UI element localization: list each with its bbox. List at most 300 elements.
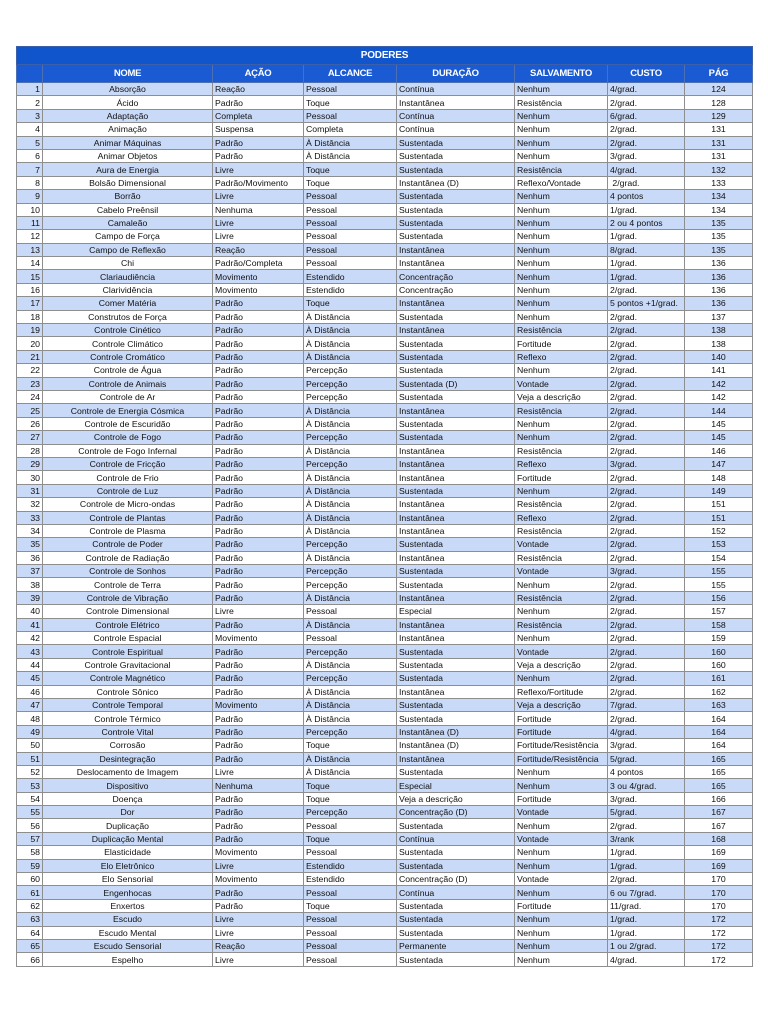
page: 160 [685, 658, 753, 671]
page: 165 [685, 752, 753, 765]
table-row [17, 149, 753, 162]
row-number: 60 [17, 873, 43, 886]
row-number: 62 [17, 899, 43, 912]
power-name: Controle Gravitacional [43, 658, 213, 671]
power-name: Doença [43, 792, 213, 805]
table-row [17, 672, 753, 685]
table-row [17, 136, 753, 149]
page: 155 [685, 565, 753, 578]
range: Pessoal [304, 913, 397, 926]
action: Padrão [213, 832, 304, 845]
page: 172 [685, 913, 753, 926]
range: À Distância [304, 310, 397, 323]
table-row [17, 645, 753, 658]
action: Livre [213, 953, 304, 966]
duration: Sustentada [397, 538, 515, 551]
save: Nenhum [515, 83, 608, 96]
page: 140 [685, 350, 753, 363]
table-row [17, 712, 753, 725]
save: Vontade [515, 538, 608, 551]
page: 165 [685, 765, 753, 778]
row-number: 42 [17, 632, 43, 645]
table-row [17, 725, 753, 738]
table-row [17, 752, 753, 765]
save: Nenhum [515, 926, 608, 939]
save: Resistência [515, 404, 608, 417]
action: Padrão [213, 96, 304, 109]
power-name: Absorção [43, 83, 213, 96]
row-number: 65 [17, 940, 43, 953]
table-row [17, 832, 753, 845]
page: 170 [685, 899, 753, 912]
page: 151 [685, 498, 753, 511]
header-row-number [17, 65, 43, 83]
cost: 11/grad. [608, 899, 685, 912]
duration: Sustentada [397, 136, 515, 149]
range: Pessoal [304, 819, 397, 832]
power-name: Borrão [43, 190, 213, 203]
range: Percepção [304, 672, 397, 685]
range: Toque [304, 96, 397, 109]
row-number: 52 [17, 765, 43, 778]
table-row [17, 698, 753, 711]
page: 124 [685, 83, 753, 96]
action: Padrão [213, 618, 304, 631]
range: Percepção [304, 725, 397, 738]
power-name: Controle de Luz [43, 484, 213, 497]
duration: Sustentada [397, 859, 515, 872]
page: 136 [685, 297, 753, 310]
cost: 3/grad. [608, 149, 685, 162]
save: Nenhum [515, 846, 608, 859]
range: Completa [304, 123, 397, 136]
range: À Distância [304, 524, 397, 537]
power-name: Controle de Micro-ondas [43, 498, 213, 511]
save: Nenhum [515, 283, 608, 296]
cost: 1/grad. [608, 270, 685, 283]
power-name: Bolsão Dimensional [43, 176, 213, 189]
action: Padrão/Movimento [213, 176, 304, 189]
duration: Instantânea [397, 752, 515, 765]
duration: Instantânea [397, 511, 515, 524]
range: Pessoal [304, 83, 397, 96]
table-row [17, 444, 753, 457]
duration: Instantânea [397, 632, 515, 645]
cost: 3/grad. [608, 565, 685, 578]
range: Percepção [304, 565, 397, 578]
table-row [17, 457, 753, 470]
action: Nenhuma [213, 203, 304, 216]
power-name: Adaptação [43, 109, 213, 122]
action: Completa [213, 109, 304, 122]
row-number: 61 [17, 886, 43, 899]
save: Nenhum [515, 672, 608, 685]
table-row [17, 257, 753, 270]
action: Padrão [213, 511, 304, 524]
save: Nenhum [515, 859, 608, 872]
power-name: Elo Sensorial [43, 873, 213, 886]
action: Suspensa [213, 123, 304, 136]
table-row [17, 685, 753, 698]
power-name: Controle de Sonhos [43, 565, 213, 578]
table-row [17, 819, 753, 832]
power-name: Animação [43, 123, 213, 136]
page: 145 [685, 431, 753, 444]
table-row [17, 511, 753, 524]
cost: 1/grad. [608, 846, 685, 859]
save: Nenhum [515, 136, 608, 149]
duration: Concentração [397, 270, 515, 283]
cost: 1/grad. [608, 926, 685, 939]
action: Livre [213, 913, 304, 926]
cost: 2/grad. [608, 390, 685, 403]
row-number: 66 [17, 953, 43, 966]
action: Padrão [213, 377, 304, 390]
save: Resistência [515, 618, 608, 631]
page: 135 [685, 243, 753, 256]
range: Percepção [304, 457, 397, 470]
range: À Distância [304, 498, 397, 511]
table-row [17, 96, 753, 109]
cost: 2/grad. [608, 873, 685, 886]
cost: 2/grad. [608, 484, 685, 497]
table-row [17, 297, 753, 310]
cost: 2/grad. [608, 712, 685, 725]
power-name: Controle de Radiação [43, 551, 213, 564]
save: Veja a descrição [515, 390, 608, 403]
range: À Distância [304, 658, 397, 671]
row-number: 27 [17, 431, 43, 444]
power-name: Chi [43, 257, 213, 270]
range: Percepção [304, 806, 397, 819]
cost: 2/grad. [608, 591, 685, 604]
action: Reação [213, 243, 304, 256]
save: Nenhum [515, 270, 608, 283]
power-name: Cabelo Preênsil [43, 203, 213, 216]
action: Padrão [213, 658, 304, 671]
page: 164 [685, 725, 753, 738]
action: Padrão [213, 457, 304, 470]
duration: Sustentada [397, 149, 515, 162]
row-number: 24 [17, 390, 43, 403]
range: À Distância [304, 471, 397, 484]
page: 169 [685, 846, 753, 859]
duration: Instantânea [397, 471, 515, 484]
action: Padrão [213, 404, 304, 417]
cost: 2/grad. [608, 524, 685, 537]
save: Vontade [515, 565, 608, 578]
cost: 4 pontos [608, 765, 685, 778]
duration: Contínua [397, 83, 515, 96]
duration: Instantânea [397, 551, 515, 564]
range: Toque [304, 176, 397, 189]
row-number: 29 [17, 457, 43, 470]
action: Padrão [213, 645, 304, 658]
row-number: 21 [17, 350, 43, 363]
duration: Sustentada [397, 163, 515, 176]
row-number: 18 [17, 310, 43, 323]
duration: Sustentada [397, 672, 515, 685]
row-number: 44 [17, 658, 43, 671]
range: À Distância [304, 511, 397, 524]
action: Padrão [213, 685, 304, 698]
action: Padrão [213, 310, 304, 323]
save: Nenhum [515, 779, 608, 792]
save: Nenhum [515, 819, 608, 832]
action: Movimento [213, 270, 304, 283]
range: Estendido [304, 873, 397, 886]
table-row [17, 658, 753, 671]
row-number: 58 [17, 846, 43, 859]
duration: Instantânea [397, 498, 515, 511]
table-row [17, 377, 753, 390]
table-row [17, 591, 753, 604]
row-number: 3 [17, 109, 43, 122]
table-row [17, 765, 753, 778]
power-name: Controle Dimensional [43, 605, 213, 618]
duration: Contínua [397, 109, 515, 122]
power-name: Dispositivo [43, 779, 213, 792]
row-number: 9 [17, 190, 43, 203]
cost: 2/grad. [608, 685, 685, 698]
page: 131 [685, 136, 753, 149]
row-number: 57 [17, 832, 43, 845]
power-name: Deslocamento de Imagem [43, 765, 213, 778]
table-row [17, 123, 753, 136]
row-number: 10 [17, 203, 43, 216]
action: Padrão [213, 819, 304, 832]
duration: Sustentada [397, 712, 515, 725]
action: Padrão [213, 551, 304, 564]
table-row [17, 940, 753, 953]
save: Resistência [515, 524, 608, 537]
row-number: 39 [17, 591, 43, 604]
action: Padrão [213, 886, 304, 899]
action: Padrão [213, 578, 304, 591]
row-number: 32 [17, 498, 43, 511]
table-row [17, 390, 753, 403]
page: 134 [685, 203, 753, 216]
powers-table [16, 46, 753, 967]
save: Vontade [515, 377, 608, 390]
cost: 3/grad. [608, 457, 685, 470]
range: Pessoal [304, 632, 397, 645]
range: À Distância [304, 698, 397, 711]
action: Movimento [213, 283, 304, 296]
range: À Distância [304, 444, 397, 457]
page: 169 [685, 859, 753, 872]
row-number: 40 [17, 605, 43, 618]
save: Nenhum [515, 364, 608, 377]
duration: Sustentada [397, 216, 515, 229]
action: Padrão [213, 538, 304, 551]
power-name: Controle Climático [43, 337, 213, 350]
save: Reflexo/Fortitude [515, 685, 608, 698]
duration: Instantânea [397, 457, 515, 470]
cost: 4 pontos [608, 190, 685, 203]
cost: 4/grad. [608, 953, 685, 966]
row-number: 17 [17, 297, 43, 310]
table-row [17, 926, 753, 939]
header-range: ALCANCE [304, 65, 397, 83]
range: À Distância [304, 484, 397, 497]
row-number: 59 [17, 859, 43, 872]
page: 128 [685, 96, 753, 109]
save: Reflexo/Vontade [515, 176, 608, 189]
cost: 4/grad. [608, 163, 685, 176]
duration: Instantânea [397, 618, 515, 631]
action: Padrão [213, 350, 304, 363]
action: Movimento [213, 698, 304, 711]
action: Padrão [213, 390, 304, 403]
power-name: Controle de Energia Cósmica [43, 404, 213, 417]
save: Vontade [515, 832, 608, 845]
save: Fortitude [515, 899, 608, 912]
save: Nenhum [515, 257, 608, 270]
row-number: 49 [17, 725, 43, 738]
power-name: Animar Máquinas [43, 136, 213, 149]
duration: Instantânea (D) [397, 725, 515, 738]
page: 133 [685, 176, 753, 189]
power-name: Controle de Fricção [43, 457, 213, 470]
table-row [17, 364, 753, 377]
duration: Instantânea [397, 685, 515, 698]
row-number: 11 [17, 216, 43, 229]
table-row [17, 846, 753, 859]
page: 170 [685, 886, 753, 899]
power-name: Controle de Vibração [43, 591, 213, 604]
action: Padrão [213, 484, 304, 497]
duration: Instantânea [397, 297, 515, 310]
range: Percepção [304, 377, 397, 390]
duration: Especial [397, 605, 515, 618]
page: 138 [685, 324, 753, 337]
range: Estendido [304, 859, 397, 872]
table-row [17, 565, 753, 578]
table-row [17, 632, 753, 645]
header-action: AÇÃO [213, 65, 304, 83]
row-number: 63 [17, 913, 43, 926]
cost: 3/grad. [608, 792, 685, 805]
range: À Distância [304, 417, 397, 430]
cost: 2/grad. [608, 310, 685, 323]
page: 136 [685, 270, 753, 283]
page: 134 [685, 190, 753, 203]
action: Padrão [213, 431, 304, 444]
duration: Sustentada [397, 765, 515, 778]
save: Nenhum [515, 953, 608, 966]
save: Reflexo [515, 457, 608, 470]
cost: 2/grad. [608, 672, 685, 685]
action: Movimento [213, 846, 304, 859]
action: Livre [213, 605, 304, 618]
action: Padrão [213, 498, 304, 511]
range: À Distância [304, 712, 397, 725]
page: 131 [685, 123, 753, 136]
table-row [17, 176, 753, 189]
range: À Distância [304, 685, 397, 698]
row-number: 8 [17, 176, 43, 189]
action: Padrão [213, 471, 304, 484]
cost: 1/grad. [608, 230, 685, 243]
table-row [17, 310, 753, 323]
cost: 7/grad. [608, 698, 685, 711]
cost: 2/grad. [608, 417, 685, 430]
row-number: 20 [17, 337, 43, 350]
range: À Distância [304, 591, 397, 604]
cost: 2/grad. [608, 324, 685, 337]
duration: Sustentada [397, 337, 515, 350]
range: À Distância [304, 618, 397, 631]
power-name: Desintegração [43, 752, 213, 765]
range: Pessoal [304, 216, 397, 229]
page: 145 [685, 417, 753, 430]
table-row [17, 350, 753, 363]
page: 164 [685, 712, 753, 725]
action: Livre [213, 230, 304, 243]
save: Vontade [515, 873, 608, 886]
cost: 6/grad. [608, 109, 685, 122]
power-name: Controle Magnético [43, 672, 213, 685]
action: Padrão [213, 417, 304, 430]
row-number: 53 [17, 779, 43, 792]
cost: 2/grad. [608, 337, 685, 350]
save: Reflexo [515, 350, 608, 363]
table-row [17, 873, 753, 886]
range: Pessoal [304, 953, 397, 966]
action: Reação [213, 940, 304, 953]
row-number: 26 [17, 417, 43, 430]
page: 161 [685, 672, 753, 685]
cost: 2/grad. [608, 350, 685, 363]
range: À Distância [304, 765, 397, 778]
cost: 2/grad. [608, 618, 685, 631]
table-row [17, 551, 753, 564]
range: À Distância [304, 324, 397, 337]
cost: 2/grad. [608, 136, 685, 149]
table-row [17, 779, 753, 792]
action: Nenhuma [213, 779, 304, 792]
save: Fortitude [515, 337, 608, 350]
duration: Instantânea [397, 444, 515, 457]
table-title-row [17, 47, 753, 65]
power-name: Controle Espacial [43, 632, 213, 645]
range: À Distância [304, 337, 397, 350]
range: À Distância [304, 752, 397, 765]
power-name: Construtos de Força [43, 310, 213, 323]
save: Nenhum [515, 310, 608, 323]
table-row [17, 792, 753, 805]
action: Livre [213, 190, 304, 203]
duration: Sustentada [397, 310, 515, 323]
save: Resistência [515, 444, 608, 457]
power-name: Espelho [43, 953, 213, 966]
table-row [17, 324, 753, 337]
power-name: Controle de Plantas [43, 511, 213, 524]
table-row [17, 270, 753, 283]
action: Reação [213, 83, 304, 96]
cost: 4/grad. [608, 725, 685, 738]
row-number: 14 [17, 257, 43, 270]
page: 136 [685, 257, 753, 270]
cost: 3 ou 4/grad. [608, 779, 685, 792]
action: Padrão [213, 899, 304, 912]
duration: Instantânea [397, 591, 515, 604]
save: Nenhum [515, 230, 608, 243]
power-name: Controle Cinético [43, 324, 213, 337]
cost: 2/grad. [608, 96, 685, 109]
save: Reflexo [515, 511, 608, 524]
